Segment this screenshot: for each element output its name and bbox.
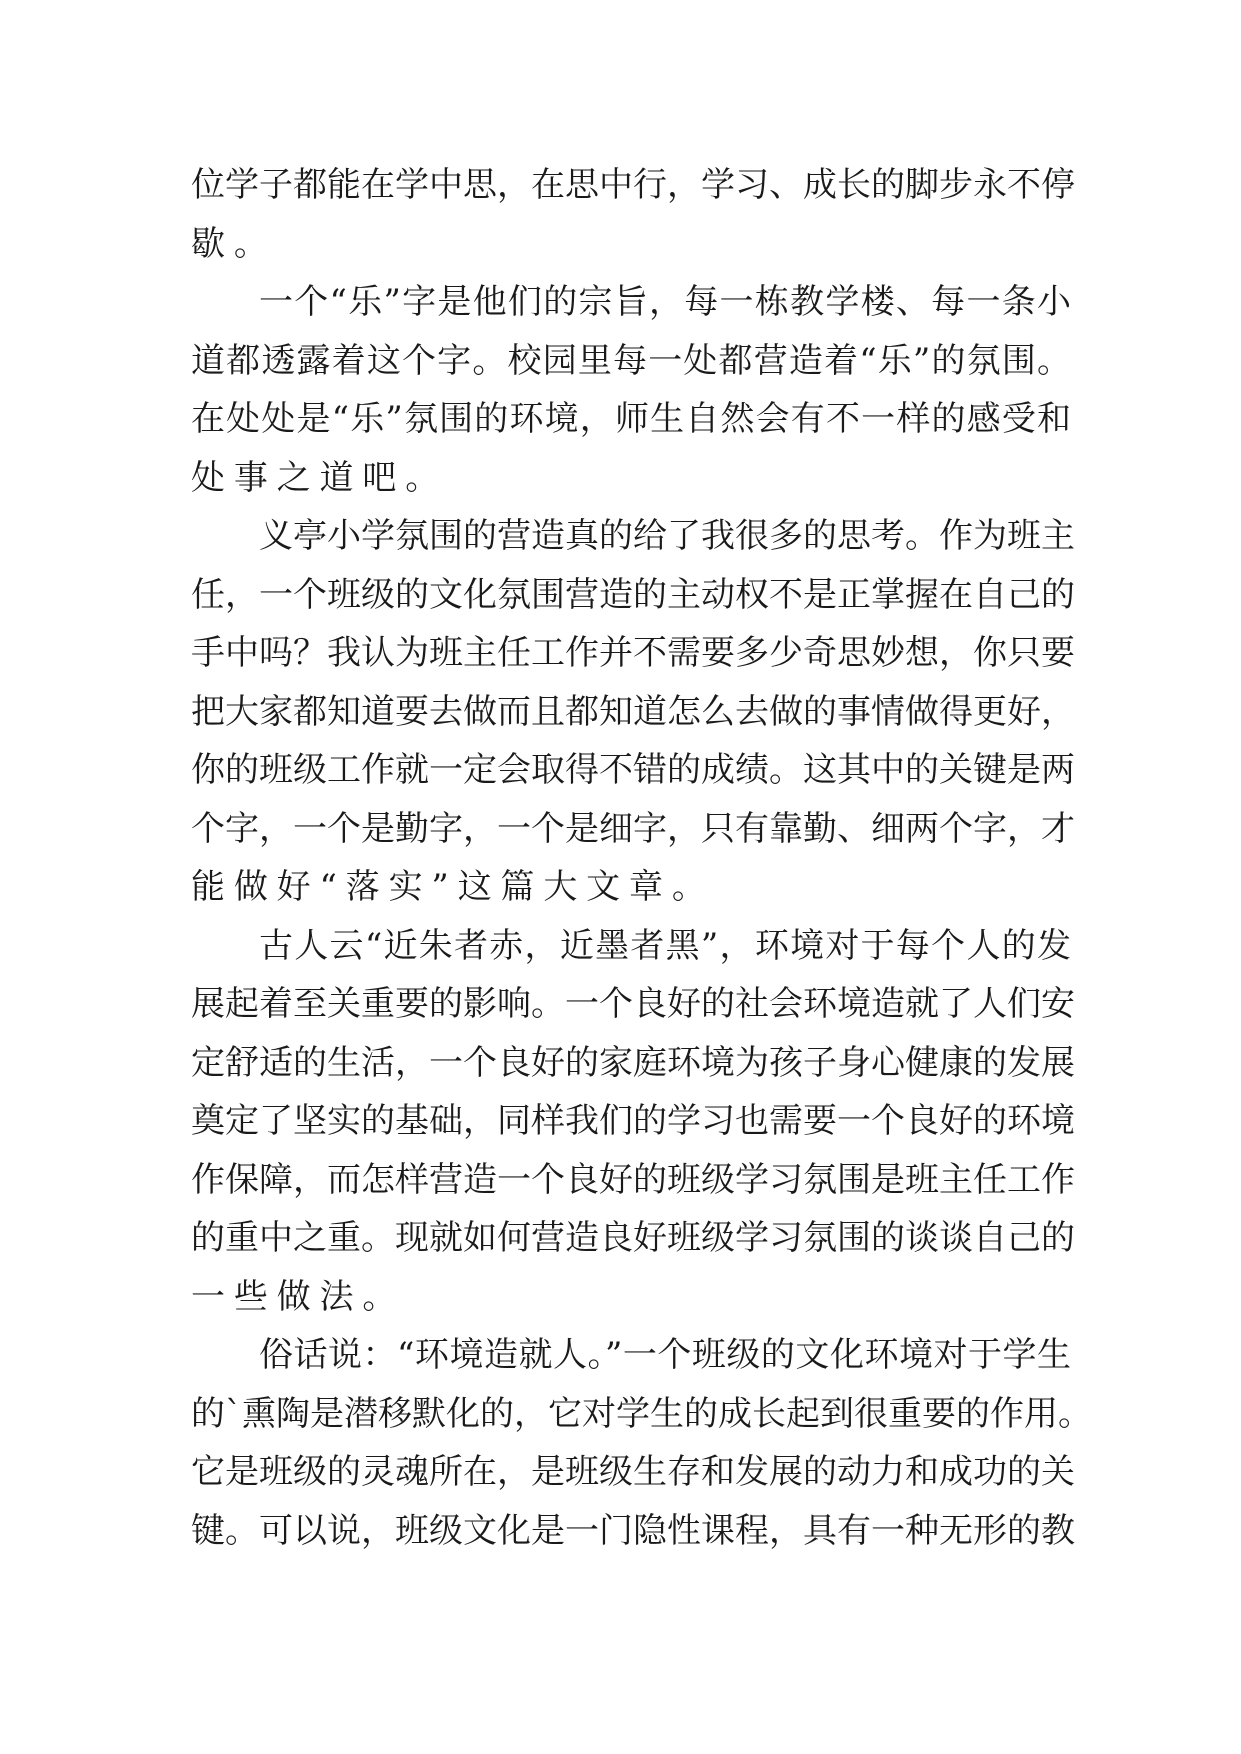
paragraph <box>191 507 1075 917</box>
text-line: 你的班级工作就一定会取得不错的成绩。这其中的关键是两 <box>191 750 1075 790</box>
text-line: 把大家都知道要去做而且都知道怎么去做的事情做得更好， <box>191 691 1075 732</box>
body-text <box>191 156 1092 1560</box>
text-line: 一些做法。 <box>191 1276 406 1317</box>
text-line: 任，一个班级的文化氛围营造的主动权不是正掌握在自己的 <box>191 574 1075 615</box>
text-line: 的`熏陶是潜移默化的，它对学生的成长起到很重要的作用。 <box>191 1393 1092 1434</box>
text-line: 能做好“落实”这篇大文章。 <box>191 867 715 907</box>
text-line: 一个“乐”字是他们的宗旨，每一栋教学楼、每一条小 <box>259 282 1071 322</box>
text-line: 歇。 <box>191 223 277 264</box>
text-line: 处事之道吧。 <box>191 457 449 498</box>
text-line: 展起着至关重要的影响。一个良好的社会环境造就了人们安 <box>191 984 1075 1024</box>
text-line: 位学子都能在学中思，在思中行，学习、成长的脚步永不停 <box>191 165 1075 205</box>
paragraph <box>191 1326 1092 1560</box>
text-line: 俗话说：“环境造就人。”一个班级的文化环境对于学生 <box>259 1335 1071 1375</box>
text-line: 奠定了坚实的基础，同样我们的学习也需要一个良好的环境 <box>191 1101 1075 1141</box>
text-line: 个字，一个是勤字，一个是细字，只有靠勤、细两个字，才 <box>191 808 1075 849</box>
paragraph <box>191 917 1075 1327</box>
text-line: 义亭小学氛围的营造真的给了我很多的思考。作为班主 <box>259 516 1075 556</box>
text-line: 手中吗？我认为班主任工作并不需要多少奇思妙想，你只要 <box>191 633 1075 673</box>
text-line: 在处处是“乐”氛围的环境，师生自然会有不一样的感受和 <box>191 399 1071 439</box>
text-line: 古人云“近朱者赤，近墨者黑”，环境对于每个人的发 <box>259 925 1071 966</box>
text-line: 它是班级的灵魂所在，是班级生存和发展的动力和成功的关 <box>191 1452 1075 1492</box>
text-line: 键。可以说，班级文化是一门隐性课程，具有一种无形的教 <box>191 1510 1075 1551</box>
text-line: 定舒适的生活，一个良好的家庭环境为孩子身心健康的发展 <box>191 1042 1075 1083</box>
text-line: 作保障，而怎样营造一个良好的班级学习氛围是班主任工作 <box>191 1159 1075 1200</box>
text-line: 的重中之重。现就如何营造良好班级学习氛围的谈谈自己的 <box>191 1218 1075 1258</box>
text-line: 道都透露着这个字。校园里每一处都营造着“乐”的氛围。 <box>191 340 1071 381</box>
paragraph <box>191 156 1075 273</box>
paragraph <box>191 273 1071 507</box>
